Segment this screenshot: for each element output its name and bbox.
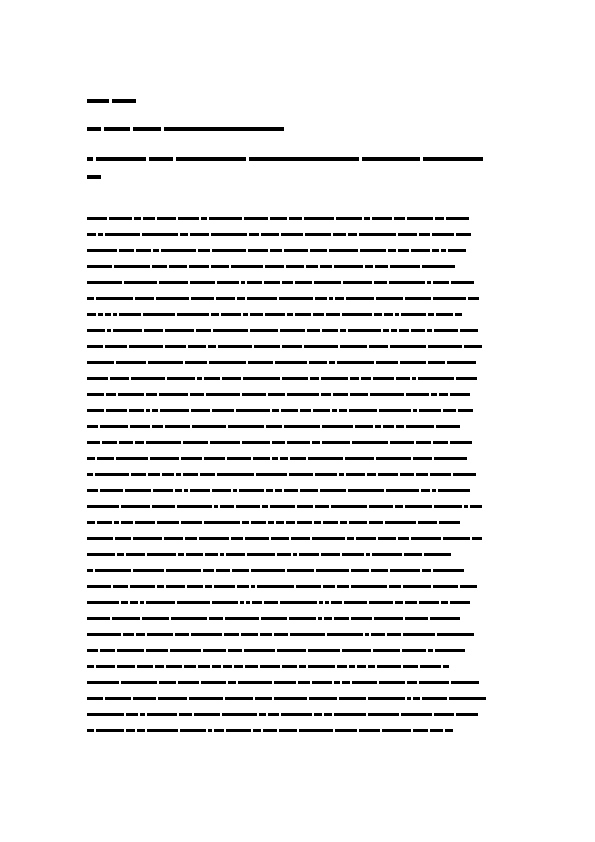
body-text-line: [87, 354, 517, 370]
header-line-2: [87, 127, 284, 131]
body-text-line: [87, 290, 517, 306]
body-text-line: [87, 258, 517, 274]
body-text-line: [87, 338, 517, 354]
body-text-line: [87, 562, 517, 578]
body-text-line: [87, 546, 517, 562]
body-text-line: [87, 482, 517, 498]
body-text-line: [87, 450, 517, 466]
body-text-line: [87, 594, 517, 610]
body-text-line: [87, 626, 517, 642]
body-text-line: [87, 514, 517, 530]
body-text-line: [87, 274, 517, 290]
body-text-line: [87, 370, 517, 386]
body-text-line: [87, 434, 517, 450]
body-text-line: [87, 658, 517, 674]
body-text-line: [87, 530, 517, 546]
body-text-line: [87, 402, 517, 418]
body-text-line: [87, 610, 517, 626]
body-text-line: [87, 418, 517, 434]
body-text-line: [87, 386, 517, 402]
body-text-line: [87, 322, 517, 338]
body-text-line: [87, 642, 517, 658]
body-text-line: [87, 578, 517, 594]
body-text-line: [87, 706, 517, 722]
document-title: [87, 157, 517, 193]
body-text-line: [87, 690, 517, 706]
body-text-line: [87, 466, 517, 482]
document-body: [87, 210, 517, 738]
body-text-line: [87, 674, 517, 690]
header-line-1: [87, 99, 136, 103]
body-text-line: [87, 242, 517, 258]
body-text-line: [87, 226, 517, 242]
body-text-line: [87, 722, 517, 738]
body-text-line: [87, 210, 517, 226]
body-text-line: [87, 306, 517, 322]
body-text-line: [87, 498, 517, 514]
